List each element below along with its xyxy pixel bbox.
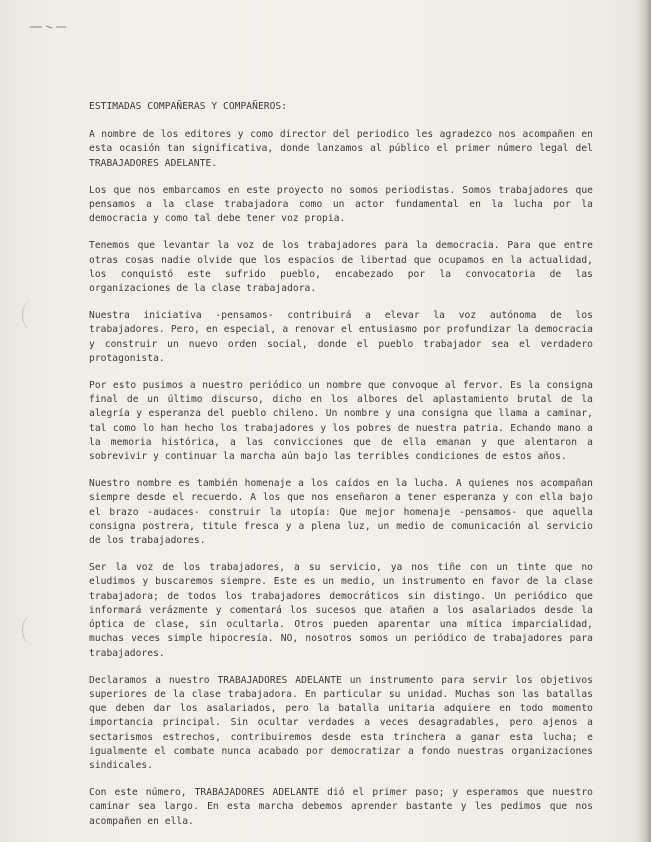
- paragraph: A nombre de los editores y como director del periodico les agradezco nos acompañen en esta ocasión tan significativa, donde lanzamos al público el primer número legal del TRABAJADORES ADELANTE.: [89, 129, 593, 169]
- paragraph: Ser la voz de los trabajadores, a su servicio, ya nos tiñe con un tinte que no eludimos y buscaremos siempre. Este es un medio, un instrumento en favor de la clase trabajadora; de todos los trabajadores democráticos sin distingo. Un periódico que informará verázmente y comentará los sucesos que atañen a los asalariados desde la óptica de clase, sin ocultarla. Otros pueden aparentar una mítica imparcialidad, muchas veces simple hipocresía. NO, nosotros somos un periódico de trabajadores para trabajadores.: [89, 562, 593, 659]
- paragraph: Nuestra iniciativa -pensamos- contribuirá a elevar la voz autónoma de los trabajadores. Pero, en especial, a renovar el entusiasmo por profundizar la democracia y construir un nuevo orden social, donde el pueblo trabajador sea el verdadero protagonista.: [89, 310, 593, 364]
- page-edge-shadow: [637, 0, 651, 842]
- paragraph: Con este número, TRABAJADORES ADELANTE dió el primer paso; y esperamos que nuestro caminar sea largo. En esta marcha debemos aprender bastante y les pedimos que nos acompañen en ella.: [89, 787, 593, 827]
- letter-greeting: ESTIMADAS COMPAÑERAS Y COMPAÑEROS:: [89, 101, 288, 112]
- letter-body: [89, 100, 593, 842]
- punch-hole-mark: [22, 615, 43, 645]
- punch-hole-mark: [22, 300, 43, 330]
- paragraph: Por esto pusimos a nuestro periódico un nombre que convoque al fervor. Es la consigna final de un último discurso, dicho en los albores del aplastamiento brutal de la alegría y esperanza del pueblo chileno. Un nombre y una consigna que llama a caminar, tal como lo han hecho los trabajadores y los pobres de nuestra patria. Echando mano a la memoria histórica, a las convicciones que de ella emanan y que alentaron a sobrevivir y continuar la marcha aún bajo las terribles condiciones de estos años.: [89, 380, 593, 463]
- paragraph: Declaramos a nuestro TRABAJADORES ADELANTE un instrumento para servir los objetivos superiores de la clase trabajadora. En particular su unidad. Muchas son las batallas que deben dar los asalariados, pero la batalla unitaria adquiere en todo momento importancia principal. Sin ocultar verdades a veces desagradables, pero ajenos a sectarismos estrechos, contribuiremos desde esta trinchera a ganar esta lucha; e igualmente el combate nunca acabado por democratizar a fondo nuestras organizaciones sindicales.: [89, 674, 593, 771]
- ink-smudge-mark: [28, 24, 68, 30]
- paragraph: Los que nos embarcamos en este proyecto no somos periodistas. Somos trabajadores que pensamos a la clase trabajadora como un actor fundamental en la lucha por la democracia y como tal debe tener voz propia.: [89, 184, 593, 225]
- paragraph: Tenemos que levantar la voz de los trabajadores para la democracia. Para que entre otras cosas nadie olvide que los espacios de libertad que ocupamos en la actualidad, los conquistó este sufrido pueblo, encabezado por la convocatoria de las organizaciones de la clase trabajadora.: [89, 240, 593, 295]
- paragraph: Nuestro nombre es también homenaje a los caídos en la lucha. A quienes nos acompañan siempre desde el recuerdo. A los que nos enseñaron a tener esperanza y con ella bajo el brazo -audaces- construir la utopía: Que mejor homenaje -pensamos- que aquella consigna postrera, titule fresca y a plena luz, un medio de comunicación al servicio de los trabajadores.: [89, 478, 593, 547]
